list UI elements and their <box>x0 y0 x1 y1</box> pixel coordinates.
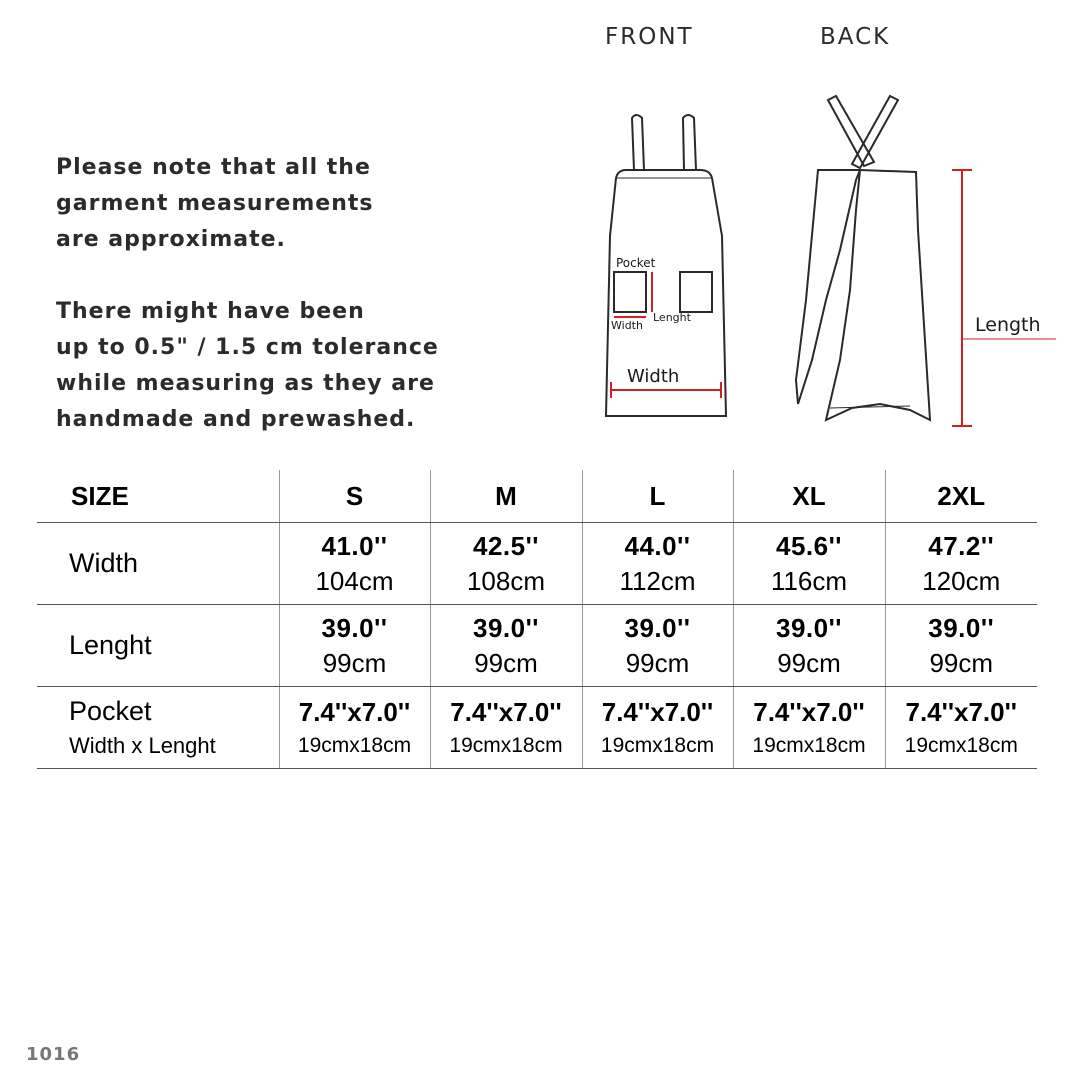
size-header-row <box>37 470 1037 523</box>
pocket-width-label: Width <box>611 319 643 332</box>
front-label: FRONT <box>605 24 694 50</box>
size-header-xl: XL <box>733 470 885 523</box>
row-label-pocket: Pocket Width x Lenght <box>37 687 279 769</box>
row-label-length: Lenght <box>37 605 279 687</box>
table-cell: 7.4''x7.0'' 19cmx18cm <box>885 687 1037 769</box>
length-row <box>37 605 1037 687</box>
length-label: Length <box>975 314 1041 336</box>
size-table <box>37 470 1037 769</box>
apron-diagram <box>590 80 1070 440</box>
table-cell: 7.4''x7.0'' 19cmx18cm <box>582 687 733 769</box>
size-header-l: L <box>582 470 733 523</box>
pocket-length-label: Lenght <box>653 311 691 324</box>
note-approximate: Please note that all the garment measurements are approximate. <box>56 155 374 252</box>
size-header-m: M <box>430 470 582 523</box>
back-label: BACK <box>820 24 891 50</box>
table-cell: 45.6'' 116cm <box>733 523 885 605</box>
table-cell: 39.0'' 99cm <box>733 605 885 687</box>
product-code: 1016 <box>26 1044 81 1065</box>
table-cell: 39.0'' 99cm <box>279 605 430 687</box>
table-cell: 7.4''x7.0'' 19cmx18cm <box>733 687 885 769</box>
pocket-label: Pocket <box>616 256 656 270</box>
note-tolerance: There might have been up to 0.5" / 1.5 cm tolerance while measuring as they are handmade and prewashed. <box>56 299 439 432</box>
size-header-label: SIZE <box>37 470 279 523</box>
table-cell: 41.0'' 104cm <box>279 523 430 605</box>
measurement-note <box>56 150 526 438</box>
width-row <box>37 523 1037 605</box>
table-cell: 42.5'' 108cm <box>430 523 582 605</box>
table-cell: 39.0'' 99cm <box>582 605 733 687</box>
table-cell: 47.2'' 120cm <box>885 523 1037 605</box>
back-apron-illustration <box>796 96 930 420</box>
pocket-row <box>37 687 1037 769</box>
table-cell: 39.0'' 99cm <box>885 605 1037 687</box>
table-cell: 7.4''x7.0'' 19cmx18cm <box>430 687 582 769</box>
row-label-width: Width <box>37 523 279 605</box>
length-dimension-marks <box>952 170 972 426</box>
table-cell: 39.0'' 99cm <box>430 605 582 687</box>
size-header-2xl: 2XL <box>885 470 1037 523</box>
row-sublabel-pocket: Width x Lenght <box>69 733 216 758</box>
size-header-s: S <box>279 470 430 523</box>
table-cell: 44.0'' 112cm <box>582 523 733 605</box>
table-cell: 7.4''x7.0'' 19cmx18cm <box>279 687 430 769</box>
width-label: Width <box>627 366 680 387</box>
